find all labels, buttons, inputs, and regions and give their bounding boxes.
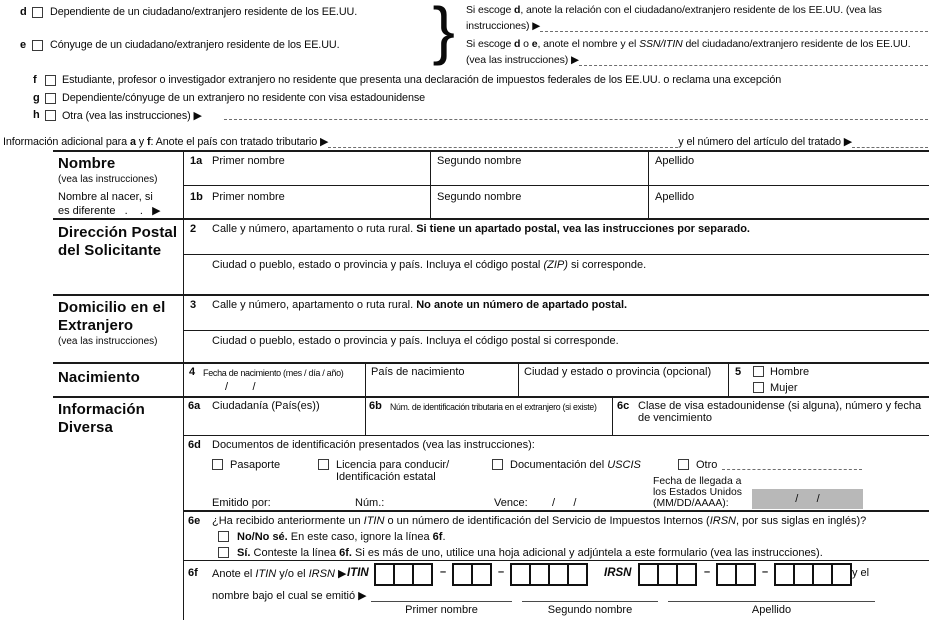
birth-name-note-1: Nombre al nacer, si (58, 191, 153, 203)
doc-label-uscis: Documentación del USCIS (510, 459, 641, 471)
reason-letter-h: h (33, 109, 40, 121)
itin-dash-2: – (498, 566, 505, 578)
label-6f-middle-name: Segundo nombre (547, 604, 633, 616)
irsn-box-cell[interactable] (812, 563, 833, 586)
input-line-6f-first-name[interactable] (371, 601, 512, 602)
field-6d-issued-by[interactable]: Emitido por: (212, 497, 271, 509)
field-5-option-mujer: Mujer (770, 382, 798, 394)
input-line-relationship[interactable] (540, 20, 928, 32)
treaty-country-label: Información adicional para a y f: Anote el país con tratado tributario ▶ (3, 136, 329, 148)
itin-label: ITIN (347, 567, 369, 579)
field-num-6c: 6c (617, 400, 630, 412)
rule-1a-1b (183, 185, 929, 186)
itin-box-group-2 (452, 563, 492, 586)
treaty-article-label: y el número del artículo del tratado ▶ (678, 136, 852, 148)
checkbox-doc-pasaporte[interactable] (212, 459, 223, 470)
section-title-name: Nombre (58, 155, 116, 172)
field-num-4: 4 (189, 366, 196, 378)
field-1a-first-name[interactable]: Primer nombre (212, 155, 285, 167)
field-4-country[interactable]: País de nacimiento (371, 366, 465, 378)
irsn-box-cell[interactable] (831, 563, 852, 586)
field-num-1a: 1a (190, 155, 203, 167)
rule-6a-6b (365, 396, 366, 435)
field-1a-last-name[interactable]: Apellido (655, 155, 695, 167)
rule-6b-6c (612, 396, 613, 435)
checkbox-reason-h[interactable] (45, 110, 56, 121)
field-2-city[interactable]: Ciudad o pueblo, estado o provincia y país. Incluya el código postal (ZIP) si corresponde. (212, 259, 647, 271)
arrival-label-2: los Estados Unidos (653, 487, 742, 498)
rule-name-col1 (430, 150, 431, 218)
irsn-box-group-3 (774, 563, 852, 586)
label-6f-first-name: Primer nombre (405, 604, 478, 616)
field-arrival-date[interactable]: / / (752, 489, 863, 509)
irsn-box-group-2 (716, 563, 756, 586)
irsn-dash-2: – (762, 566, 769, 578)
checkbox-reason-f[interactable] (45, 75, 56, 86)
field-6a-citizenship[interactable]: Ciudadanía (País(es)) (212, 400, 320, 412)
field-6d-expires-value[interactable]: / / (552, 497, 577, 509)
irsn-label: IRSN (604, 567, 632, 579)
rule-2-street-city (183, 254, 929, 255)
input-line-6f-last-name[interactable] (668, 601, 875, 602)
reason-label-d: Dependiente de un ciudadano/extranjero residente de los EE.UU. (50, 6, 358, 18)
irsn-box-group-1 (638, 563, 697, 586)
field-1a-middle-name[interactable]: Segundo nombre (437, 155, 522, 167)
arrival-label-3: (MM/DD/AAAA): (653, 498, 729, 509)
field-num-3: 3 (190, 299, 197, 311)
section-title-misc-2: Diversa (58, 419, 113, 436)
checkbox-doc-uscis[interactable] (492, 459, 503, 470)
input-line-other[interactable] (224, 108, 928, 120)
note-e-line2-text: (vea las instrucciones) ▶ (466, 54, 579, 66)
reason-letter-e: e (20, 39, 27, 51)
input-line-treaty-article[interactable] (852, 136, 928, 148)
field-6e-option-no: No/No sé. En este caso, ignore la línea 6f. (237, 531, 446, 543)
field-num-6b: 6b (369, 400, 382, 412)
checkbox-reason-e[interactable] (32, 40, 43, 51)
rule-birth-col1 (365, 362, 366, 396)
doc-label-otro: Otro (696, 459, 718, 471)
irsn-box-cell[interactable] (793, 563, 814, 586)
itin-box-cell[interactable] (374, 563, 395, 586)
field-6d-expires[interactable]: Vence: (494, 497, 528, 509)
checkbox-doc-otro[interactable] (678, 459, 689, 470)
field-6d-number[interactable]: Núm.: (355, 497, 385, 509)
note-d-line2-text: instrucciones) ▶ (466, 20, 541, 32)
note-e-line2 (466, 54, 928, 66)
field-num-1b: 1b (190, 191, 203, 203)
reason-letter-g: g (33, 92, 40, 104)
section-sub-name: (vea las instrucciones) (58, 174, 158, 185)
doc-label-licencia-2: Identificación estatal (336, 471, 436, 483)
reason-label-e: Cónyuge de un ciudadano/extranjero residente de los EE.UU. (50, 39, 340, 51)
rule-birth-misc (53, 396, 929, 398)
field-num-6e: 6e (188, 515, 201, 527)
field-1b-first-name[interactable]: Primer nombre (212, 191, 285, 203)
arrival-label-1: Fecha de llegada a (653, 476, 742, 487)
checkbox-reason-g[interactable] (45, 93, 56, 104)
irsn-box-cell[interactable] (676, 563, 697, 586)
section-title-mailing-2: del Solicitante (58, 242, 162, 259)
field-5-option-hombre: Hombre (770, 366, 810, 378)
field-4-date-value[interactable]: / / (225, 381, 256, 393)
field-3-street[interactable]: Calle y número, apartamento o ruta rural. No anote un número de apartado postal. (212, 299, 628, 311)
field-4-date-label: Fecha de nacimiento (mes / día / año) (203, 368, 344, 378)
itin-box-cell[interactable] (529, 563, 550, 586)
field-6b-foreign-tax-id[interactable]: Núm. de identificación tributaria en el extranjero (si existe) (390, 402, 597, 412)
checkbox-reason-d[interactable] (32, 7, 43, 18)
section-title-mailing-1: Dirección Postal (58, 224, 178, 241)
field-4-city-state[interactable]: Ciudad y estado o provincia (opcional) (524, 366, 712, 378)
irsn-box-cell[interactable] (716, 563, 737, 586)
note-d-line2 (466, 20, 928, 32)
rule-6a-6d (183, 435, 929, 436)
doc-label-licencia-1: Licencia para conducir/ (336, 459, 450, 471)
irsn-box-cell[interactable] (638, 563, 659, 586)
field-6f-line2: nombre bajo el cual se emitió ▶ (212, 590, 367, 602)
field-6e-question: ¿Ha recibido anteriormente un ITIN o un número de identificación del Servicio de Impuestos Internos (IRSN, por sus siglas en inglés)? (212, 515, 867, 527)
itin-box-group-1 (374, 563, 433, 586)
itin-box-cell[interactable] (452, 563, 473, 586)
rule-6e-6f (183, 560, 929, 561)
irsn-box-cell[interactable] (774, 563, 795, 586)
input-line-name-ssn[interactable] (579, 54, 928, 66)
rule-label-column (183, 150, 184, 620)
field-num-5: 5 (735, 366, 742, 378)
field-3-city[interactable]: Ciudad o pueblo, estado o provincia y país. Incluya el código postal si corresponde. (212, 335, 619, 347)
section-sub-foreign: (vea las instrucciones) (58, 336, 158, 347)
itin-box-cell[interactable] (412, 563, 433, 586)
checkbox-doc-licencia[interactable] (318, 459, 329, 470)
checkbox-sex-mujer[interactable] (753, 382, 764, 393)
irsn-box-cell[interactable] (657, 563, 678, 586)
reason-letter-d: d (20, 6, 27, 18)
reason-label-g: Dependiente/cónyuge de un extranjero no residente con visa estadounidense (62, 92, 426, 104)
section-title-birth: Nacimiento (58, 369, 140, 386)
itin-box-cell[interactable] (567, 563, 588, 586)
itin-box-group-3 (510, 563, 588, 586)
itin-box-cell[interactable] (548, 563, 569, 586)
rule-name-mailing (53, 218, 929, 220)
section-title-foreign-1: Domicilio en el (58, 299, 166, 316)
rule-3-street-city (183, 330, 929, 331)
section-title-foreign-2: Extranjero (58, 317, 134, 334)
note-e-line1: Si escoge d o e, anote el nombre y el SSN/ITIN del ciudadano/extranjero residente de los EE.UU. (466, 38, 911, 50)
section-title-misc-1: Información (58, 401, 145, 418)
rule-mailing-foreign (53, 294, 929, 296)
field-num-2: 2 (190, 223, 197, 235)
reason-label-h: Otra (vea las instrucciones) ▶ (62, 110, 202, 122)
field-6f-lead: Anote el ITIN y/o el IRSN ▶ (212, 568, 347, 580)
rule-table-top (53, 150, 929, 152)
input-line-treaty-country[interactable] (328, 136, 678, 148)
rule-name-col2 (648, 150, 649, 218)
field-2-street[interactable]: Calle y número, apartamento o ruta rural. Si tiene un apartado postal, vea las instrucciones por separado. (212, 223, 750, 235)
input-line-other-doc[interactable] (722, 458, 862, 470)
itin-dash-1: – (440, 566, 447, 578)
field-num-6a: 6a (188, 400, 201, 412)
itin-box-cell[interactable] (510, 563, 531, 586)
reason-label-f: Estudiante, profesor o investigador extranjero no residente que presenta una declaración de impuestos federales de los EE.UU. o reclama una excepción (62, 74, 782, 86)
irsn-dash-1: – (704, 566, 711, 578)
rule-birth-col3 (728, 362, 729, 396)
itin-box-cell[interactable] (471, 563, 492, 586)
checkbox-sex-hombre[interactable] (753, 366, 764, 377)
itin-box-cell[interactable] (393, 563, 414, 586)
input-line-6f-middle-name[interactable] (522, 601, 658, 602)
doc-label-pasaporte: Pasaporte (230, 459, 281, 471)
field-1b-last-name[interactable]: Apellido (655, 191, 695, 203)
field-1b-middle-name[interactable]: Segundo nombre (437, 191, 522, 203)
field-6d-header: Documentos de identificación presentados (vea las instrucciones): (212, 439, 535, 451)
rule-birth-col2 (518, 362, 519, 396)
rule-6d-6e (183, 510, 929, 512)
note-d-line1: Si escoge d, anote la relación con el ciudadano/extranjero residente de los EE.UU. (vea las (466, 4, 882, 16)
checkbox-itin-no[interactable] (218, 531, 229, 542)
field-6c-visa[interactable]: Clase de visa estadounidense (si alguna), número y fecha de vencimiento (638, 400, 922, 424)
additional-info-line (3, 135, 928, 148)
label-6f-last-name: Apellido (751, 604, 792, 616)
field-num-6d: 6d (188, 439, 201, 451)
field-num-6f: 6f (188, 567, 198, 579)
reason-letter-f: f (33, 74, 37, 86)
checkbox-itin-si[interactable] (218, 547, 229, 558)
rule-foreign-birth (53, 362, 929, 364)
irsn-box-cell[interactable] (735, 563, 756, 586)
birth-name-note-2: es diferente . . ▶ (58, 205, 161, 217)
field-6f-suffix: y el (852, 567, 870, 579)
field-6e-option-si: Sí. Conteste la línea 6f. Si es más de uno, utilice una hoja adicional y adjúntela a este formulario (vea las instrucciones). (237, 547, 823, 559)
brace-glyph: } (432, 0, 455, 66)
